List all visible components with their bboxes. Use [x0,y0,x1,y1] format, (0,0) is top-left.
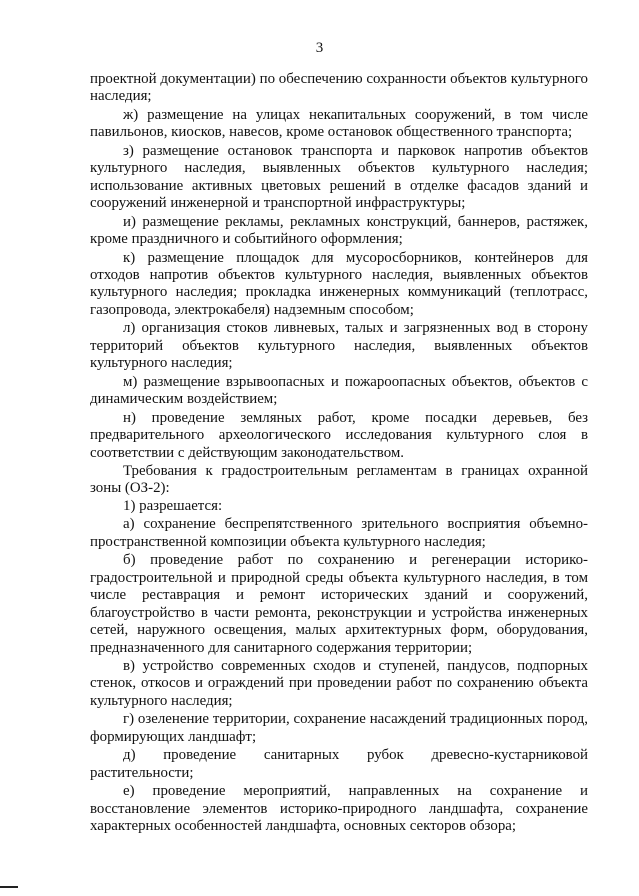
paragraph-item-k: к) размещение площадок для мусоросборников, контейнеров для отходов напротив объектов культурного наследия, выявленных объектов культурного наследия; прокладка инженерных коммуникаций (теплотрасс, газопровода, электрокабеля) надземным способом; [90,249,588,318]
paragraph-project-documentation: проектной документации) по обеспечению сохранности объектов культурного наследия; [90,71,588,105]
paragraph-item-z: з) размещение остановок транспорта и парковок напротив объектов культурного наследия, выявленных объектов культурного наследия; использование активных цветовых решений в отделке фасадов зданий и сооружений инженерной и транспортной инфраструктуры; [90,142,588,212]
document-body [90,71,588,835]
paragraph-item-d: д) проведение санитарных рубок древесно-кустарниковой растительности; [90,747,588,781]
paragraph-item-n: н) проведение земляных работ, кроме посадки деревьев, без предварительного археологического исследования культурного слоя в соответствии с действующим законодательством. [90,409,588,461]
paragraph-item-l: л) организация стоков ливневых, талых и загрязненных вод в сторону территорий объектов культурного наследия, выявленных объектов культурного наследия; [90,320,588,372]
paragraph-oz2-requirements: Требования к градостроительным регламентам в границах охранной зоны (ОЗ-2): [90,462,588,497]
paragraph-item-g: г) озеленение территории, сохранение насаждений традиционных пород, формирующих ландшафт; [90,711,588,745]
paragraph-item-i: и) размещение рекламы, рекламных конструкций, баннеров, растяжек, кроме праздничного и событийного оформления; [90,213,588,248]
paragraph-item-b: б) проведение работ по сохранению и регенерации историко-градостроительной и природной среды объекта культурного наследия, в том числе реставрация и ремонт исторических зданий и сооружений, благоустройство в части ремонта, реконструкции и устройства инженерных сетей, наружного освещения, малых архитектурных форм, оборудования, предназначенного для санитарного содержания территории; [90,552,588,656]
paragraph-allowed: 1) разрешается: [123,497,223,514]
paragraph-item-a: а) сохранение беспрепятственного зрительного восприятия объемно-пространственной композиции объекта культурного наследия; [90,516,588,550]
page-edge-mark [0,886,18,888]
paragraph-item-e: е) проведение мероприятий, направленных на сохранение и восстановление элементов историко-природного ландшафта, сохранение характерных особенностей ландшафта, основных секторов обзора; [90,783,588,835]
page-number: 3 [315,40,324,56]
paragraph-item-zh: ж) размещение на улицах некапитальных сооружений, в том числе павильонов, киосков, навесов, кроме остановок общественного транспорта; [90,106,588,141]
paragraph-item-v: в) устройство современных сходов и ступеней, пандусов, подпорных стенок, откосов и ограждений при проведении работ по сохранению объекта культурного наследия; [90,657,588,709]
paragraph-item-m: м) размещение взрывоопасных и пожароопасных объектов, объектов с динамическим воздействием; [90,373,588,408]
